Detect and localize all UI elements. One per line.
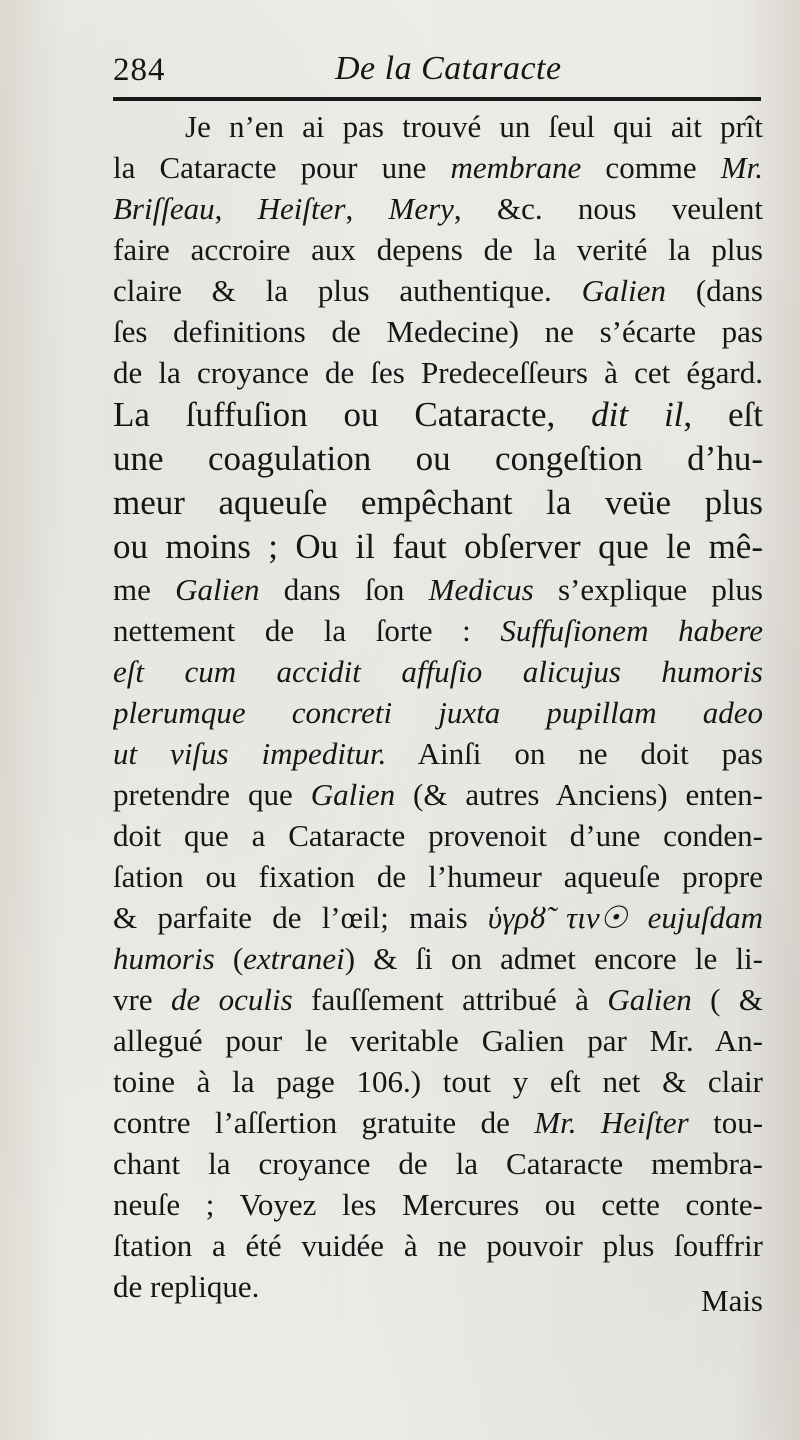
- italic-segment: Briſſeau: [113, 191, 215, 226]
- text-segment: vre: [113, 982, 171, 1017]
- text-segment: Je n’en ai pas trouvé un ſeul qui ait prît: [185, 109, 763, 144]
- text-line: [113, 1225, 763, 1266]
- text-line: [113, 1020, 763, 1061]
- text-line: [113, 733, 763, 774]
- text-line: [113, 437, 763, 481]
- italic-segment: Galien: [581, 273, 666, 308]
- italic-segment: plerumque concreti juxta pupillam adeo: [113, 695, 763, 730]
- text-segment: ſes definitions de Medecine) ne s’écarte pas: [113, 314, 763, 349]
- italic-segment: Suffuſionem habere: [500, 613, 763, 648]
- text-line: [113, 774, 763, 815]
- text-segment: de replique.: [113, 1269, 260, 1304]
- text-segment: , &c. nous veulent: [453, 191, 763, 226]
- text-line: [113, 1184, 763, 1225]
- catchword: Mais: [701, 1283, 763, 1318]
- text-line: [113, 147, 763, 188]
- text-segment: La ſuffuſion ou Cataracte,: [113, 395, 592, 434]
- text-segment: toine à la page 106.) tout y eſt net & clair: [113, 1064, 763, 1099]
- text-segment: (& autres Anciens) enten-: [395, 777, 763, 812]
- italic-segment: dit il: [591, 395, 684, 434]
- text-line: [113, 815, 763, 856]
- text-line: [113, 1266, 763, 1307]
- italic-segment: extranei: [243, 941, 345, 976]
- text-line: [113, 106, 763, 147]
- italic-segment: eſt cum accidit affuſio alicujus humoris: [113, 654, 763, 689]
- text-line: [113, 1102, 763, 1143]
- text-line: [113, 270, 763, 311]
- text-line: [113, 393, 763, 437]
- text-line: [113, 569, 763, 610]
- text-line: [113, 979, 763, 1020]
- text-segment: ,: [214, 191, 258, 226]
- text-segment: , eſt: [683, 395, 763, 434]
- text-segment: (: [214, 941, 244, 976]
- text-segment: fauſſement attribué à: [292, 982, 608, 1017]
- text-segment: dans ſon: [259, 572, 429, 607]
- italic-segment: humoris: [113, 941, 215, 976]
- text-segment: me: [113, 572, 176, 607]
- text-line: [113, 856, 763, 897]
- italic-segment: ut viſus impeditur.: [113, 736, 387, 771]
- text-segment: comme: [581, 150, 721, 185]
- italic-segment: de oculis: [171, 982, 293, 1017]
- running-head: [113, 48, 763, 94]
- text-line: [113, 1061, 763, 1102]
- italic-segment: Galien: [607, 982, 692, 1017]
- text-line: [113, 897, 763, 938]
- text-line: [113, 229, 763, 270]
- text-segment: ſtation a été vuidée à ne pouvoir plus ſouffrir: [113, 1228, 763, 1263]
- italic-segment: Galien: [310, 777, 396, 812]
- text-segment: allegué pour le veritable Galien par Mr. An-: [113, 1023, 763, 1058]
- text-segment: la Cataracte pour une: [113, 150, 451, 185]
- italic-segment: Mr. Heiſter: [534, 1105, 689, 1140]
- text-segment: ou moins ; Ou il faut obſerver que le mê-: [113, 527, 763, 566]
- text-segment: ) & ſi on admet encore le li-: [344, 941, 763, 976]
- text-segment: chant la croyance de la Cataracte membra-: [113, 1146, 763, 1181]
- italic-segment: Medicus: [428, 572, 534, 607]
- text-line: [113, 692, 763, 733]
- text-segment: ( &: [691, 982, 763, 1017]
- page-number: 284: [113, 52, 166, 88]
- text-segment: neuſe ; Voyez les Mercures ou cette conte-: [113, 1187, 763, 1222]
- text-line: [113, 1143, 763, 1184]
- text-segment: ſation ou fixation de l’humeur aqueuſe propre: [113, 859, 763, 894]
- italic-segment: membrane: [450, 150, 582, 185]
- text-segment: pretendre que: [113, 777, 311, 812]
- text-line: [113, 188, 763, 229]
- text-line: [113, 525, 763, 569]
- text-segment: & parfaite de l’œil; mais: [113, 900, 488, 935]
- text-segment: meur aqueuſe empêchant la veüe plus: [113, 483, 763, 522]
- text-segment: (dans: [666, 273, 763, 308]
- text-segment: s’explique plus: [533, 572, 763, 607]
- text-segment: tou-: [688, 1105, 763, 1140]
- text-segment: doit que a Cataracte provenoit d’une conden-: [113, 818, 763, 853]
- text-line: [113, 651, 763, 692]
- text-segment: nettement de la ſorte :: [113, 613, 501, 648]
- text-line: [113, 311, 763, 352]
- text-line: [113, 352, 763, 393]
- text-segment: ,: [345, 191, 389, 226]
- text-segment: Ainſi on ne doit pas: [386, 736, 763, 771]
- header-rule: [113, 97, 761, 101]
- text-segment: claire & la plus authentique.: [113, 273, 582, 308]
- italic-segment: Galien: [175, 572, 260, 607]
- text-segment: faire accroire aux depens de la verité la plus: [113, 232, 763, 267]
- text-line: [113, 481, 763, 525]
- text-line: [113, 610, 763, 651]
- text-line: [113, 938, 763, 979]
- italic-segment: Heiſter: [257, 191, 346, 226]
- text-segment: une coagulation ou congeſtion d’hu-: [113, 439, 763, 478]
- italic-segment: ὑγρȣ̃ τιν☉ eujuſdam: [487, 900, 763, 935]
- text-segment: de la croyance de ſes Predeceſſeurs à cet égard.: [113, 355, 763, 390]
- body-text: [113, 106, 763, 1307]
- text-segment: contre l’aſſertion gratuite de: [113, 1105, 535, 1140]
- italic-segment: Mr.: [720, 150, 763, 185]
- running-title: De la Cataracte: [335, 50, 562, 87]
- italic-segment: Mery: [388, 191, 454, 226]
